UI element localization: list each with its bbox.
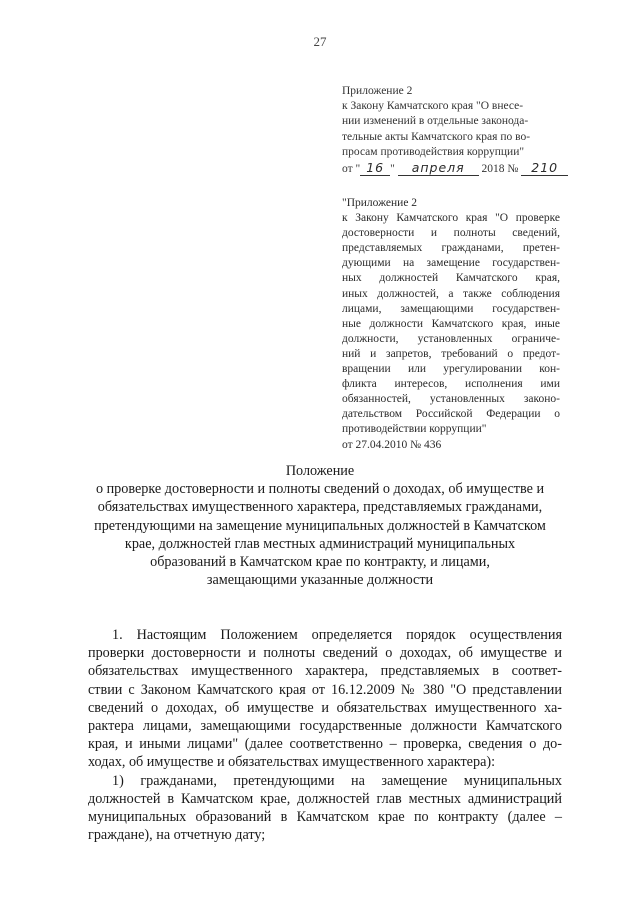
body-line: должностей в Камчатском крае, должностей глав местных администраций [88,790,562,807]
body-line: граждане), на отчетную дату; [88,827,266,844]
page-number: 27 [313,34,327,49]
body-line: обязательствах имущественного характера, представляемых в соответ- [88,663,562,680]
annex-line: представляемых гражданами, претен- [342,242,560,255]
annex-line: дующими на замещение государствен- [342,257,560,270]
title-line: замещающими указанные должности [206,572,434,589]
date-quote: " [390,163,395,176]
annex-line: дательством Российской Федерации о [342,408,560,421]
annex-amendment-header [342,84,559,177]
body-line: 1) гражданами, претендующими на замещение муниципальных [112,772,562,789]
body-line: ходах, об имуществе и обязательствах имущественного характера): [88,754,496,771]
body-line: 1. Настоящим Положением определяется порядок осуществления [112,627,562,643]
paragraph-1 [88,626,562,772]
annex-line: противодействии коррупции" [342,423,487,436]
annex-line: достоверности и полноты сведений, [342,227,560,240]
annex-line: "Приложение 2 [342,197,418,209]
handwritten-day: 16 [360,160,390,176]
title-line: о проверке достоверности и полноты сведений о доходах, об имуществе и [95,481,545,498]
annex-line: ний и запретов, требований о предот- [342,347,560,360]
paragraph-2 [88,772,562,845]
annex-line: к Закону Камчатского края "О внесе- [342,100,524,113]
body-line: проверки достоверности и полноты сведений о доходах, об имуществе и [88,645,562,662]
annex-line: просам противодействия коррупции" [342,145,525,158]
annex-line: вращении или урегулировании кон- [342,363,560,376]
date-year: 2018 № [481,163,519,176]
annex-line: нии изменений в отдельные законода- [342,115,529,128]
annex-line: к Закону Камчатского края "О проверке [342,212,560,225]
annex-line: фликта интересов, исполнения ими [342,378,560,391]
annex-original-header [342,196,560,453]
annex-line: от 27.04.2010 № 436 [342,438,442,451]
annex-line: Приложение 2 [342,85,413,97]
body-line: сведений о доходах, об имуществе и обязательствах имущественного ха- [88,699,562,716]
date-prefix: от " [342,163,361,176]
body-line: муниципальных образований в Камчатском крае по контракту (далее – [88,809,562,826]
annex-line: должности, установленных ограниче- [342,332,560,345]
handwritten-number: 210 [521,160,568,176]
annex-line: обязанностей, установленных законо- [342,393,560,406]
body-line: ствии с Законом Камчатского края от 16.12.2009 № 380 "О представлении [88,681,562,698]
title-line: крае, должностей глав местных администраций муниципальных [124,535,516,552]
annex-line: тельные акты Камчатского края по во- [342,130,531,143]
title-line: претендующими на замещение муниципальных должностей в Камчатском [94,517,546,534]
body-line: рактера лицами, замещающими государственные должности Камчатского [88,718,562,735]
handwritten-month: апреля [398,160,479,176]
annex-date-line [342,160,559,177]
title-line: обязательствах имущественного характера, представляемых гражданами, [97,499,543,516]
title-heading: Положение [285,463,355,479]
annex-line: ные должности Камчатского края, иные [342,317,560,330]
annex-line: лицами, замещающими государствен- [342,302,560,315]
title-line: образований в Камчатском крае по контракту, и лицами, [150,554,490,571]
annex-line: иных должностей, а также соблюдения [342,287,560,300]
document-title [70,462,570,589]
body-line: края, и иными лицами" (далее соответственно – проверка, сведения о до- [88,736,562,753]
annex-line: ных должностей Камчатского края, [342,272,560,285]
document-body [88,626,562,844]
